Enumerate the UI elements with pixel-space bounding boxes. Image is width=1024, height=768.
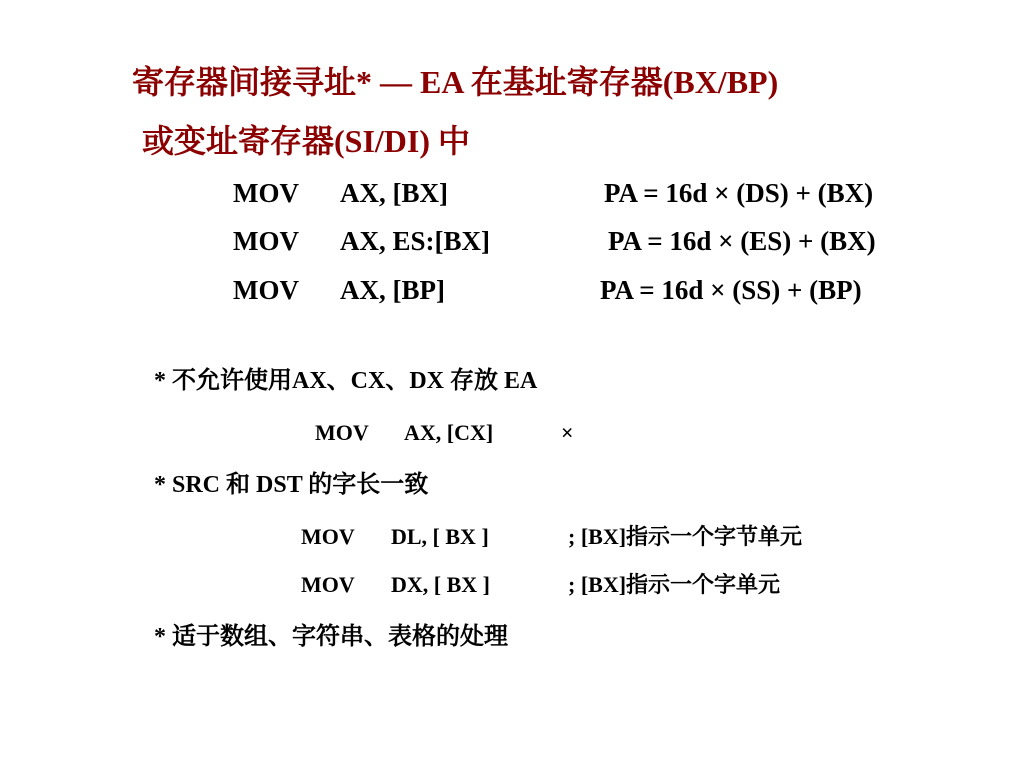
invalid-cross-mark: × bbox=[561, 420, 574, 445]
note1-example-operands: AX, [CX] bbox=[404, 420, 494, 445]
example-operands-1: AX, [BX] bbox=[340, 178, 448, 208]
slide-title-line-1: 寄存器间接寻址* — EA 在基址寄存器(BX/BP) bbox=[132, 64, 779, 100]
note2-example-instr-2: MOV bbox=[301, 572, 355, 597]
slide-title-line-2: 或变址寄存器(SI/DI) 中 bbox=[142, 123, 471, 159]
example-formula-3: PA = 16d × (SS) + (BP) bbox=[600, 275, 862, 305]
example-instr-3: MOV bbox=[233, 275, 299, 305]
note2-example-operands-1: DL, [ BX ] bbox=[391, 524, 489, 549]
example-formula-1: PA = 16d × (DS) + (BX) bbox=[604, 178, 874, 208]
example-operands-3: AX, [BP] bbox=[340, 275, 445, 305]
note2-example-comment-1: ; [BX]指示一个字节单元 bbox=[568, 524, 803, 549]
note-operand-size-match: * SRC 和 DST 的字长一致 bbox=[154, 472, 429, 498]
example-operands-2: AX, ES:[BX] bbox=[340, 226, 491, 256]
example-instr-1: MOV bbox=[233, 178, 299, 208]
note-use-cases: * 适于数组、字符串、表格的处理 bbox=[154, 624, 508, 650]
example-instr-2: MOV bbox=[233, 226, 299, 256]
note2-example-instr-1: MOV bbox=[301, 524, 355, 549]
note2-example-comment-2: ; [BX]指示一个字单元 bbox=[568, 572, 781, 597]
note1-example-instr: MOV bbox=[315, 420, 369, 445]
example-formula-2: PA = 16d × (ES) + (BX) bbox=[608, 226, 876, 256]
note2-example-operands-2: DX, [ BX ] bbox=[391, 572, 490, 597]
note-registers-not-allowed: * 不允许使用AX、CX、DX 存放 EA bbox=[154, 368, 538, 394]
